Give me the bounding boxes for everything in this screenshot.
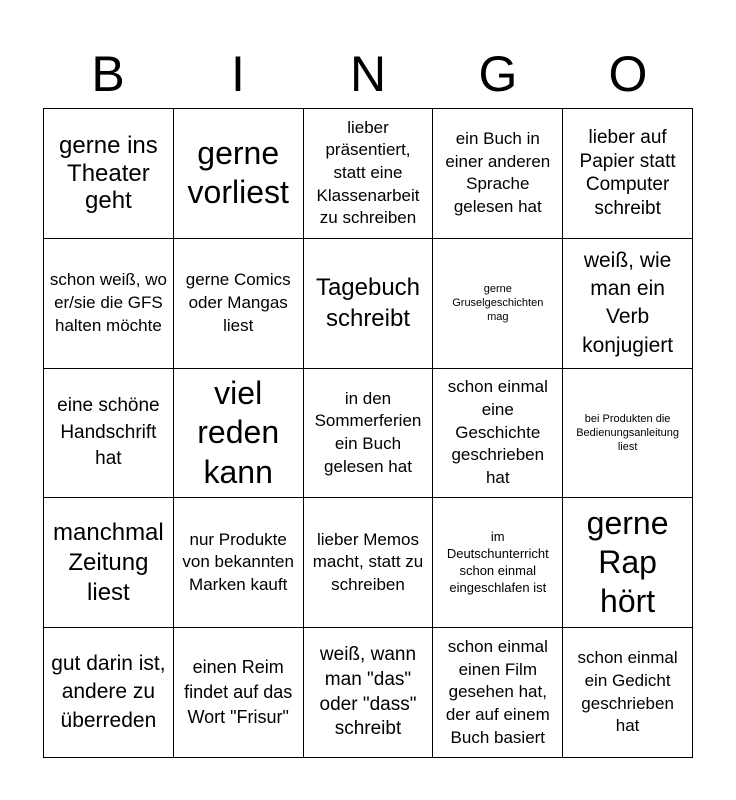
cell-text: im Deutschunterricht schon einmal eingeschlafen ist <box>446 529 549 595</box>
cell-text: gerne Comics oder Mangas liest <box>185 270 291 335</box>
bingo-cell[interactable] <box>174 239 304 369</box>
bingo-cell[interactable] <box>304 628 434 758</box>
cell-text: schon einmal einen Film gesehen hat, der auf einem Buch basiert <box>445 637 550 747</box>
bingo-cell[interactable] <box>433 628 563 758</box>
bingo-cell[interactable] <box>433 369 563 499</box>
cell-text: schon einmal eine Geschichte geschrieben hat <box>447 377 548 487</box>
bingo-cell[interactable] <box>304 109 434 239</box>
header-letter-b: B <box>91 46 125 102</box>
cell-text: lieber Memos macht, statt zu schreiben <box>312 529 424 595</box>
cell-text: gerne vorliest <box>187 135 289 211</box>
bingo-grid <box>43 108 693 758</box>
header-letter-g: G <box>478 46 518 102</box>
bingo-cell[interactable] <box>44 628 174 758</box>
bingo-cell[interactable] <box>174 498 304 628</box>
bingo-header <box>43 40 693 108</box>
bingo-cell[interactable] <box>174 109 304 239</box>
cell-text: manchmal Zeitung liest <box>53 518 164 606</box>
header-letter-i: I <box>231 46 245 102</box>
bingo-cell[interactable] <box>563 628 693 758</box>
cell-text: gerne Rap hört <box>586 505 669 620</box>
cell-text: einen Reim findet auf das Wort "Frisur" <box>184 656 293 728</box>
bingo-cell[interactable] <box>44 498 174 628</box>
bingo-cell[interactable] <box>44 239 174 369</box>
cell-text: Tagebuch schreibt <box>315 274 421 333</box>
cell-text: gerne ins Theater geht <box>59 132 158 215</box>
cell-text: bei Produkten die Bedienungsanleitung liest <box>576 412 679 454</box>
bingo-cell[interactable] <box>304 369 434 499</box>
cell-text: nur Produkte von bekannten Marken kauft <box>182 529 294 595</box>
cell-text: ein Buch in einer anderen Sprache gelesen hat <box>445 129 551 216</box>
bingo-cell[interactable] <box>44 109 174 239</box>
cell-text: gut darin ist, andere zu überreden <box>51 652 166 732</box>
bingo-cell[interactable] <box>304 239 434 369</box>
bingo-cell[interactable] <box>44 369 174 499</box>
cell-text: in den Sommerferien ein Buch gelesen hat <box>314 388 422 476</box>
cell-text: schon weiß, wo er/sie die GFS halten möchte <box>49 270 167 335</box>
cell-text: lieber auf Papier statt Computer schreibt <box>579 126 676 220</box>
bingo-cell[interactable] <box>304 498 434 628</box>
cell-text: eine schöne Handschrift hat <box>57 395 160 470</box>
bingo-cell[interactable] <box>174 369 304 499</box>
bingo-cell[interactable] <box>563 498 693 628</box>
bingo-cell[interactable] <box>433 239 563 369</box>
bingo-cell[interactable] <box>563 239 693 369</box>
bingo-cell[interactable] <box>174 628 304 758</box>
bingo-cell[interactable] <box>563 109 693 239</box>
cell-text: weiß, wie man ein Verb konjugiert <box>582 248 674 357</box>
bingo-cell[interactable] <box>563 369 693 499</box>
cell-text: viel reden kann <box>197 375 280 490</box>
bingo-cell[interactable] <box>433 498 563 628</box>
header-letter-n: N <box>349 46 387 102</box>
cell-text: lieber präsentiert, statt eine Klassenarbeit zu schreiben <box>316 117 420 228</box>
cell-text: schon einmal ein Gedicht geschrieben hat <box>577 648 678 736</box>
bingo-cell[interactable] <box>433 109 563 239</box>
cell-text: weiß, wann man "das" oder "dass" schreibt <box>319 644 417 740</box>
header-letter-o: O <box>608 46 648 102</box>
cell-text: gerne Gruselgeschichten mag <box>452 282 544 324</box>
